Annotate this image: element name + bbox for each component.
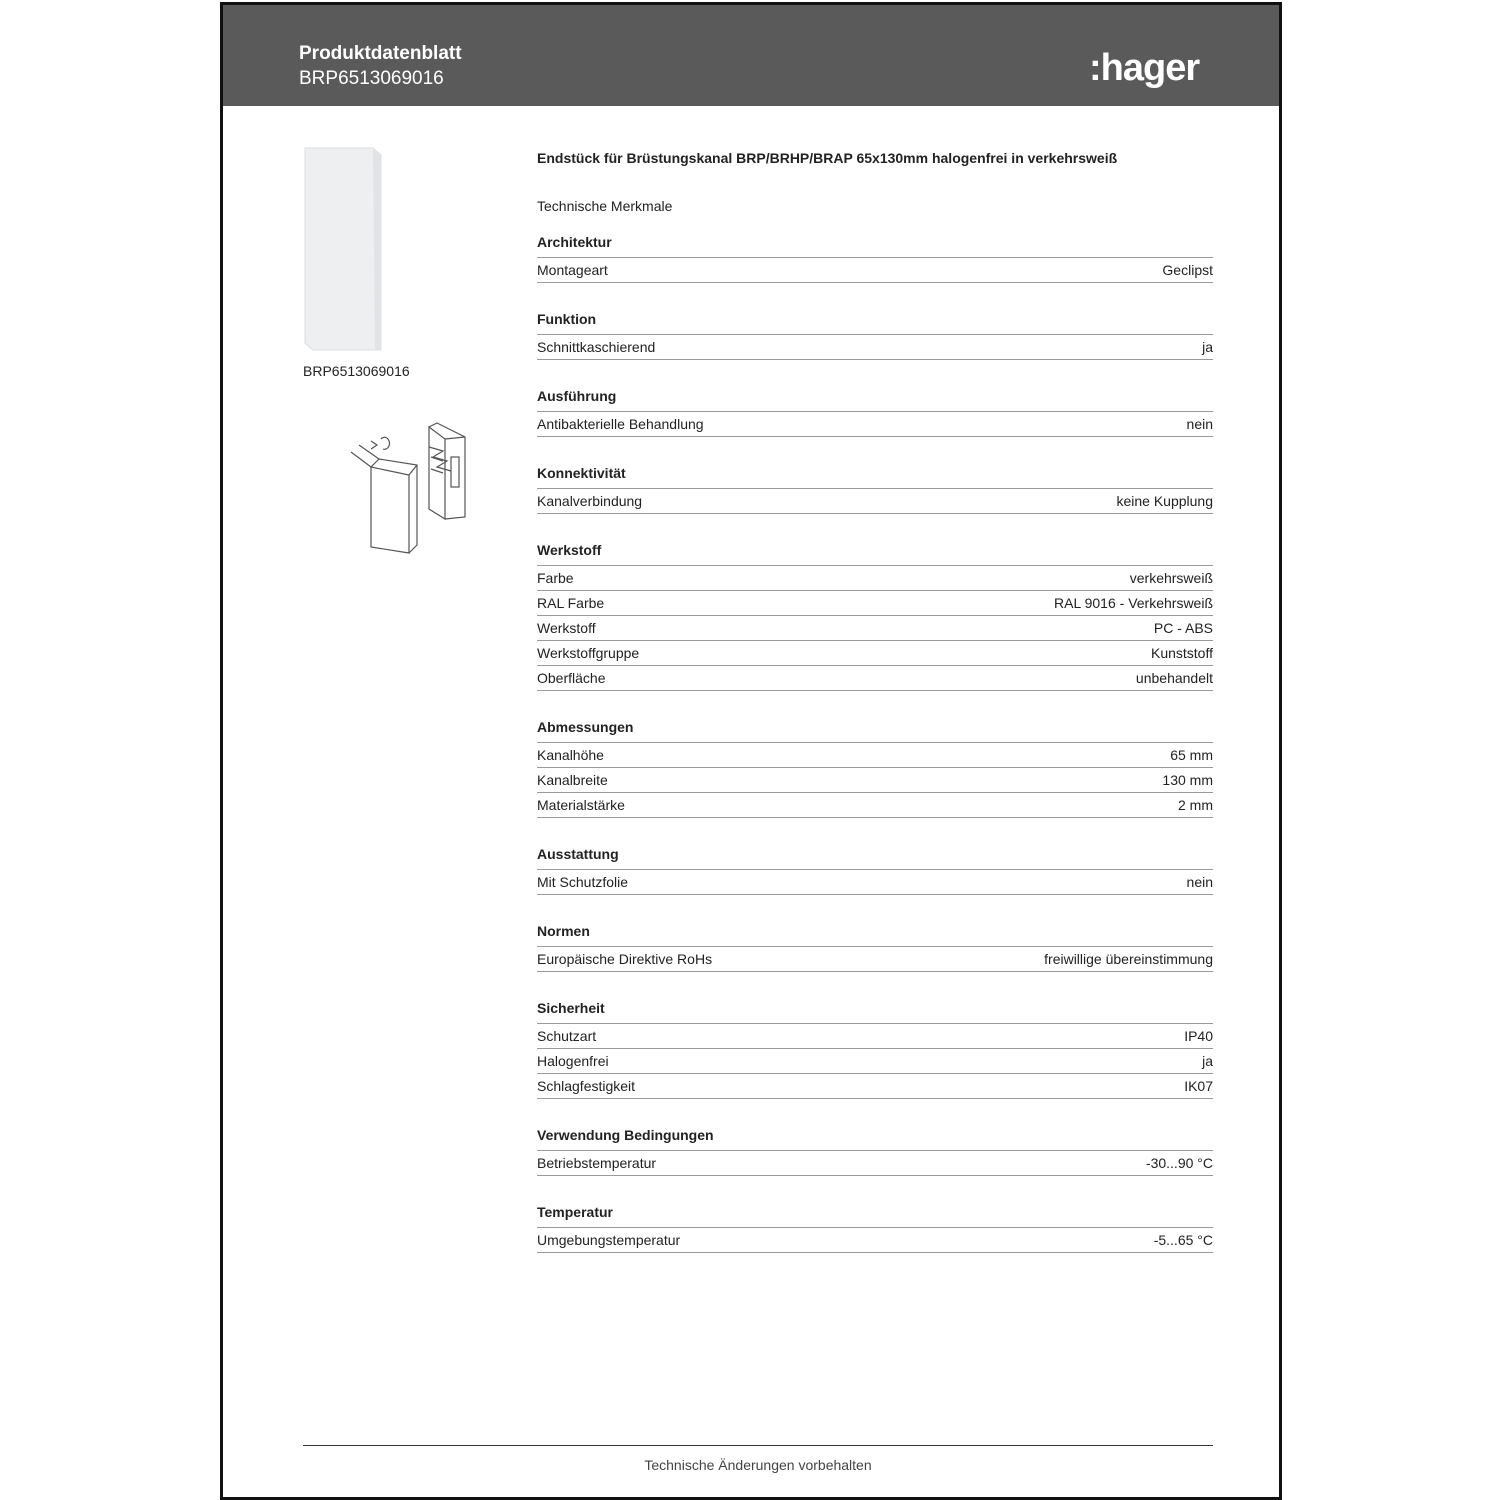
spec-row	[537, 591, 1213, 616]
spec-row	[537, 947, 1213, 972]
spec-value: -5...65 °C	[1153, 1232, 1213, 1248]
spec-row	[537, 793, 1213, 818]
hager-logo: :hager	[1089, 47, 1200, 89]
spec-label: Antibakterielle Behandlung	[537, 416, 704, 432]
product-code: BRP6513069016	[299, 68, 444, 89]
spec-value: ja	[1202, 339, 1213, 355]
spec-value: verkehrsweiß	[1129, 570, 1213, 586]
spec-value: nein	[1186, 416, 1213, 432]
spec-row	[537, 1151, 1213, 1176]
section-title: Abmessungen	[537, 717, 1213, 743]
spec-section	[537, 225, 1213, 283]
spec-label: Europäische Direktive RoHs	[537, 951, 713, 967]
spec-label: Kanalhöhe	[537, 747, 604, 763]
spec-row	[537, 412, 1213, 437]
spec-value: unbehandelt	[1135, 670, 1213, 686]
spec-label: Mit Schutzfolie	[537, 874, 629, 890]
spec-label: Kanalverbindung	[537, 493, 643, 509]
spec-section	[537, 837, 1213, 895]
spec-value: IP40	[1184, 1028, 1213, 1044]
spec-row	[537, 566, 1213, 591]
spec-value: 65 mm	[1170, 747, 1213, 763]
image-caption: BRP6513069016	[303, 363, 410, 379]
datasheet-page	[220, 2, 1282, 1500]
spec-value: RAL 9016 - Verkehrsweiß	[1054, 595, 1213, 611]
spec-section	[537, 302, 1213, 360]
spec-row	[537, 768, 1213, 793]
spec-label: Schlagfestigkeit	[537, 1078, 636, 1094]
section-title: Werkstoff	[537, 540, 1213, 566]
spec-section	[537, 1118, 1213, 1176]
spec-row	[537, 616, 1213, 641]
footer-note: Technische Änderungen vorbehalten	[644, 1457, 872, 1473]
spec-value: IK07	[1184, 1078, 1213, 1094]
spec-value: PC - ABS	[1153, 620, 1213, 636]
spec-value: 130 mm	[1162, 772, 1213, 788]
section-title: Sicherheit	[537, 998, 1213, 1024]
tech-features-heading: Technische Merkmale	[537, 198, 673, 214]
spec-section	[537, 533, 1213, 691]
section-title: Funktion	[537, 309, 1213, 335]
section-title: Normen	[537, 921, 1213, 947]
spec-row	[537, 1228, 1213, 1253]
spec-row	[537, 666, 1213, 691]
spec-label: Betriebstemperatur	[537, 1155, 657, 1171]
spec-value: Geclipst	[1162, 262, 1213, 278]
header-bar	[223, 5, 1279, 106]
section-title: Konnektivität	[537, 463, 1213, 489]
spec-value: -30...90 °C	[1145, 1155, 1213, 1171]
page-title: Produktdatenblatt	[299, 43, 462, 64]
spec-row	[537, 1049, 1213, 1074]
spec-row	[537, 743, 1213, 768]
spec-label: Werkstoff	[537, 620, 596, 636]
spec-label: Montageart	[537, 262, 608, 278]
section-title: Ausstattung	[537, 844, 1213, 870]
spec-label: Kanalbreite	[537, 772, 608, 788]
spec-row	[537, 1024, 1213, 1049]
spec-section	[537, 456, 1213, 514]
spec-value: 2 mm	[1178, 797, 1213, 813]
spec-label: Schutzart	[537, 1028, 597, 1044]
spec-value: keine Kupplung	[1116, 493, 1213, 509]
spec-section	[537, 991, 1213, 1099]
spec-section	[537, 710, 1213, 818]
spec-row	[537, 870, 1213, 895]
spec-row	[537, 258, 1213, 283]
spec-label: Werkstoffgruppe	[537, 645, 640, 661]
spec-label: Materialstärke	[537, 797, 625, 813]
technical-drawing	[341, 417, 471, 557]
spec-value: freiwillige übereinstimmung	[1044, 951, 1213, 967]
spec-value: ja	[1202, 1053, 1213, 1069]
spec-label: Halogenfrei	[537, 1053, 609, 1069]
footer-divider	[303, 1445, 1213, 1446]
spec-section	[537, 1195, 1213, 1253]
product-image	[303, 145, 387, 355]
product-description: Endstück für Brüstungskanal BRP/BRHP/BRAP 65x130mm halogenfrei in verkehrsweiß	[537, 150, 1118, 166]
spec-row	[537, 1074, 1213, 1099]
spec-label: Schnittkaschierend	[537, 339, 656, 355]
spec-value: Kunststoff	[1150, 645, 1213, 661]
section-title: Temperatur	[537, 1202, 1213, 1228]
spec-label: RAL Farbe	[537, 595, 605, 611]
section-title: Architektur	[537, 232, 1213, 258]
spec-section	[537, 379, 1213, 437]
section-title: Ausführung	[537, 386, 1213, 412]
spec-value: nein	[1186, 874, 1213, 890]
section-title: Verwendung Bedingungen	[537, 1125, 1213, 1151]
spec-row	[537, 641, 1213, 666]
spec-label: Umgebungstemperatur	[537, 1232, 681, 1248]
spec-label: Farbe	[537, 570, 574, 586]
spec-row	[537, 335, 1213, 360]
spec-section	[537, 914, 1213, 972]
spec-label: Oberfläche	[537, 670, 606, 686]
spec-row	[537, 489, 1213, 514]
